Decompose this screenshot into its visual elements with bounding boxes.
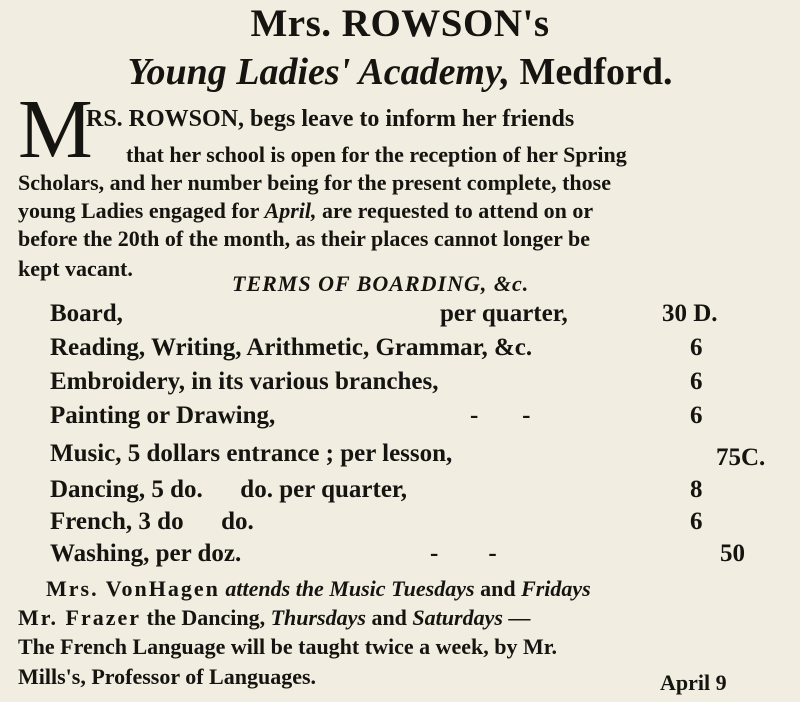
- ad-subtitle: [0, 50, 800, 94]
- terms-heading: TERMS OF BOARDING, &c.: [232, 271, 530, 296]
- terms-row: [0, 438, 800, 470]
- terms-price: 6: [690, 368, 703, 395]
- intro-line-6: kept vacant.: [18, 256, 133, 281]
- terms-item: Embroidery, in its various branches,: [50, 368, 439, 395]
- terms-price: 6: [690, 402, 703, 429]
- footer-text: —: [502, 605, 531, 630]
- terms-item: Reading, Writing, Arithmetic, Grammar, &c.: [50, 334, 533, 361]
- terms-item: French, 3 do do.: [50, 508, 254, 535]
- academy-name: Young Ladies' Academy,: [127, 51, 510, 93]
- terms-item: Dancing, 5 do. do. per quarter,: [50, 476, 407, 503]
- terms-item: Washing, per doz.: [50, 540, 242, 567]
- footer-line-3: The French Language will be taught twice a week, by Mr.: [18, 634, 557, 659]
- terms-unit: - -: [470, 402, 531, 429]
- terms-price: 6: [690, 508, 703, 535]
- french-teacher: Mills's, Professor of Languages.: [18, 664, 317, 689]
- terms-price: 8: [690, 476, 703, 503]
- academy-place: Medford.: [519, 51, 673, 93]
- intro-line-4: [18, 198, 593, 224]
- ad-title: Mrs. ROWSON's: [250, 2, 550, 45]
- footer-line-4: [18, 664, 316, 690]
- dancing-teacher: Mr. Frazer: [18, 605, 142, 630]
- footer-text: attends the Music: [219, 576, 392, 601]
- footer-text: and: [474, 576, 522, 601]
- intro-line-4-start: young Ladies engaged for: [18, 198, 265, 223]
- terms-price: 6: [690, 334, 703, 361]
- intro-line-1: RS. ROWSON, begs leave to inform her friends: [86, 106, 575, 132]
- ad-date: April 9: [660, 670, 727, 695]
- footer-day: Tuesdays: [391, 576, 475, 601]
- footer-day: Fridays: [521, 576, 591, 601]
- terms-row: [0, 366, 800, 398]
- footer-text: and: [365, 605, 413, 630]
- intro-line-5: before the 20th of the month, as their places cannot longer be: [18, 226, 590, 251]
- terms-row: [0, 506, 800, 538]
- footer-line-1: [46, 576, 591, 602]
- terms-unit: - -: [430, 540, 497, 567]
- terms-price: 50: [720, 540, 745, 567]
- terms-item: Painting or Drawing,: [50, 402, 276, 429]
- footer-day: Thursdays: [270, 605, 366, 630]
- terms-row: [0, 474, 800, 506]
- terms-row: [0, 538, 800, 570]
- footer-line-2: [18, 605, 530, 631]
- terms-item: Music, 5 dollars entrance ; per lesson,: [50, 440, 453, 467]
- terms-item: Board,: [50, 300, 123, 327]
- intro-line-3: Scholars, and her number being for the present complete, those: [18, 170, 611, 195]
- footer-day: Saturdays: [412, 605, 503, 630]
- intro-line-4-month: April,: [264, 198, 317, 223]
- music-teacher: Mrs. VonHagen: [46, 576, 220, 601]
- footer-text: the Dancing,: [141, 605, 271, 630]
- intro-line-4-end: are requested to attend on or: [316, 198, 594, 223]
- terms-price: 75C.: [716, 444, 766, 471]
- terms-price: 30 D.: [662, 300, 718, 327]
- drop-cap: M: [18, 83, 93, 176]
- terms-unit: per quarter,: [440, 300, 568, 327]
- intro-line-2: that her school is open for the reception of her Spring: [126, 142, 627, 167]
- terms-row: [0, 332, 800, 364]
- terms-row: [0, 400, 800, 432]
- terms-row: [0, 298, 800, 330]
